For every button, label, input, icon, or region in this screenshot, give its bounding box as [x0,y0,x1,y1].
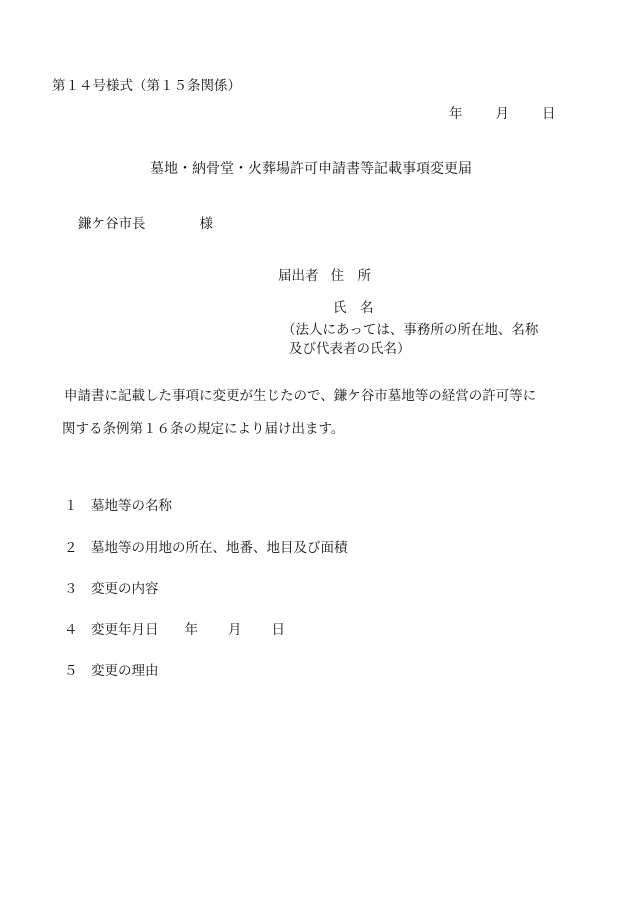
item-number: ３ [64,581,78,597]
applicant-address-row [278,270,371,284]
change-year-label: 年 [184,622,198,638]
notifier-label: 届出者 [278,268,319,284]
change-date-fields [185,622,286,638]
list-item-3 [64,583,159,597]
submission-date [449,108,556,122]
list-item-2 [64,542,348,556]
corporation-note-line1: （法人にあっては、事務所の所在地、名称 [282,322,539,338]
change-month-label: 月 [228,622,242,638]
form-number: 第１４号様式（第１５条関係） [52,78,241,94]
document-title: 墓地・納骨堂・火葬場許可申請書等記載事項変更届 [150,161,472,177]
address-label: 住 所 [330,268,371,284]
month-label: 月 [495,106,509,122]
item-label: 変更年月日 [91,622,159,638]
honorific-label: 様 [199,216,213,232]
statement-line1: 申請書に記載した事項に変更が生じたので、鎌ケ谷市墓地等の経営の許可等に [64,388,537,404]
list-item-4 [64,624,285,638]
item-number: ５ [64,663,78,679]
statement-line2: 関する条例第１６条の規定により届け出ます。 [62,421,345,437]
list-item-1 [64,500,172,514]
item-number: ２ [64,540,78,556]
item-label: 墓地等の用地の所在、地番、地目及び面積 [91,540,348,556]
year-label: 年 [449,106,463,122]
day-label: 日 [542,106,556,122]
item-number: ４ [64,622,78,638]
corporation-note-line2: 及び代表者の氏名） [289,341,411,357]
item-label: 墓地等の名称 [91,498,172,514]
mayor-label: 鎌ケ谷市長 [78,216,146,232]
item-label: 変更の理由 [91,663,159,679]
change-day-label: 日 [271,622,285,638]
list-item-5 [64,665,159,679]
name-label: 氏 名 [333,300,374,316]
item-label: 変更の内容 [91,581,159,597]
item-number: １ [64,498,78,514]
addressee [78,218,213,232]
